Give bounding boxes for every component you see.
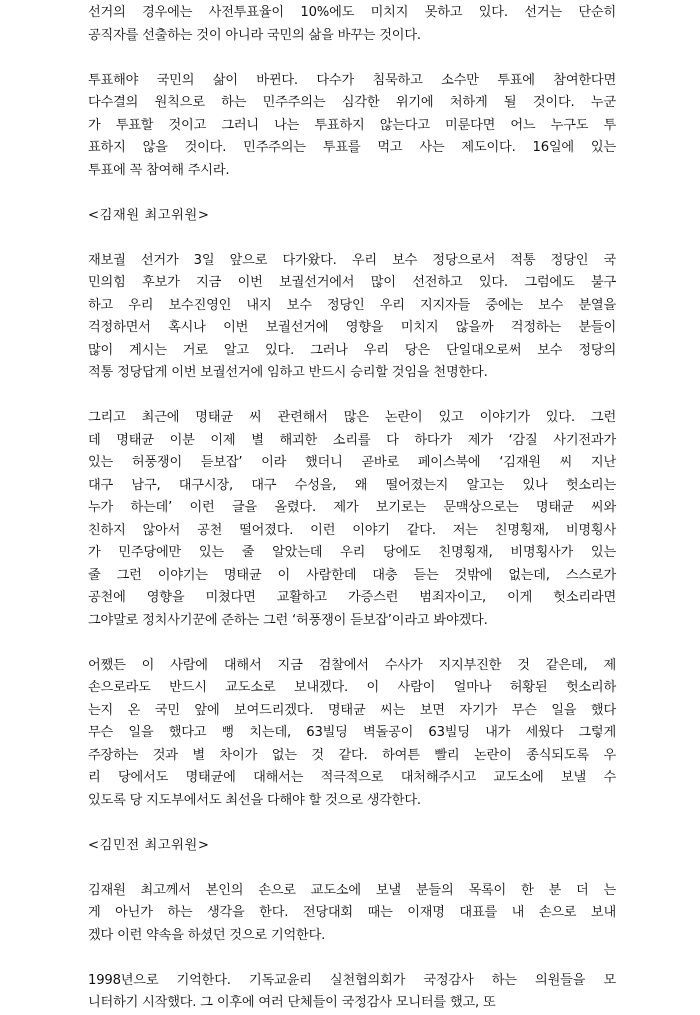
text-line: 그리고 최근에 명태균 씨 관련해서 많은 논란이 있고 이야기가 있다. 그런 xyxy=(88,410,616,425)
text-line: <김민전 최고위원> xyxy=(88,837,210,853)
text-line: 하고 우리 보수진영인 내지 보수 정당인 우리 지지자들 중에는 보수 분열을 xyxy=(88,297,616,313)
text-line: 대구 남구, 대구시장, 대구 수성을, 왜 떨어졌는지 알고는 있나 헛소리는 xyxy=(88,477,616,493)
paragraph-gap xyxy=(88,385,616,408)
text-line: 어쨌든 이 사람에 대해서 지금 검찰에서 수사가 지지부진한 것 같은데, 제 xyxy=(88,657,616,673)
paragraph xyxy=(88,655,616,813)
text-line: 친하지 않아서 공천 떨어졌다. 이런 이야기 같다. 저는 친명횡재, 비명횡사 xyxy=(88,522,616,538)
text-line: 김재원 최고께서 본인의 손으로 교도소에 보낼 분들의 목록이 한 분 더 는 xyxy=(88,882,616,898)
text-line: 민의힘 후보가 지금 이번 보궐선거에서 많이 선전하고 있다. 그럼에도 불구 xyxy=(88,275,616,290)
text-line: 가 투표할 것이고 그러니 나는 투표하지 않는다고 미룬다면 어느 누구도 투 xyxy=(88,117,616,133)
text-line: 있는 허풍쟁이 듣보잡’ 이라 했더니 곧바로 페이스북에 ‘김재원 씨 지난 xyxy=(88,455,616,470)
text-line: 있도록 당 지도부에서도 최선을 다해야 할 것으로 생각한다. xyxy=(88,792,421,808)
text-line: 표하지 않을 것이다. 민주주의는 투표를 먹고 사는 제도이다. 16일에 있는 xyxy=(88,140,616,155)
text-line: 투표해야 국민의 삶이 바뀐다. 다수가 침묵하고 소수만 투표에 참여한다면 xyxy=(88,72,616,88)
paragraph-gap xyxy=(88,47,616,70)
document-body xyxy=(88,2,616,1015)
text-line: 가 민주당에만 있는 줄 알았는데 우리 당에도 친명횡재, 비명횡사가 있는 xyxy=(88,545,616,560)
paragraph xyxy=(88,970,616,1015)
text-line: 게 아닌가 하는 생각을 한다. 전당대회 때는 이재명 대표를 내 손으로 보내 xyxy=(88,905,616,920)
paragraph-gap xyxy=(88,812,616,835)
text-line: 투표에 꼭 참여해 주시라. xyxy=(88,162,230,178)
text-line: 는지 온 국민 앞에 보여드리겠다. 명태균 씨는 보면 자기가 무슨 일을 했다 xyxy=(88,702,616,718)
paragraph xyxy=(88,250,616,385)
text-line: 손으로라도 반드시 교도소로 보내겠다. 이 사람이 얼마나 허황된 헛소리하 xyxy=(88,680,616,695)
paragraph-gap xyxy=(88,947,616,970)
text-line: 다수결의 원칙으로 하는 민주주의는 심각한 위기에 처하게 될 것이다. 누군 xyxy=(88,95,616,110)
paragraph-gap xyxy=(88,857,616,880)
text-line: 공직자를 선출하는 것이 아니라 국민의 삶을 바꾸는 것이다. xyxy=(88,27,421,43)
text-line: 주장하는 것과 별 차이가 없는 것 같다. 하여튼 빨리 논란이 종식되도록 우 xyxy=(88,747,616,763)
text-line: 공천에 영향을 미쳤다면 교활하고 가증스런 범죄자이고, 이게 헛소리라면 xyxy=(88,590,616,605)
speaker-heading xyxy=(88,205,616,228)
text-line: 무슨 일을 했다고 뻥 치는데, 63빌딩 벽돌공이 63빌딩 내가 세웠다 그렇게 xyxy=(88,725,616,740)
text-line: 적통 정당답게 이번 보궐선거에 임하고 반드시 승리할 것임을 천명한다. xyxy=(88,365,488,380)
text-line: 걱정하면서 혹시나 이번 보궐선거에 영향을 미치지 않을까 걱정하는 분들이 xyxy=(88,320,616,335)
text-line: 줄 그런 이야기는 명태균 이 사람한데 대충 듣는 것밖에 없는데, 스스로가 xyxy=(88,567,616,583)
text-line: 데 명태균 이분 이제 별 해괴한 소리를 다 하다가 제가 ‘감질 사기전과가 xyxy=(88,432,616,448)
text-line: 1998년으로 기억한다. 기독교윤리 실천협의회가 국정감사 하는 의원들을 모 xyxy=(88,972,616,988)
text-line: 재보궐 선거가 3일 앞으로 다가왔다. 우리 보수 정당으로서 적통 정당인 국 xyxy=(88,252,616,268)
text-line: 많이 계시는 거로 알고 있다. 그러나 우리 당은 단일대오로써 보수 정당의 xyxy=(88,342,616,358)
text-line: 겠다 이런 약속을 하셨던 것으로 기억한다. xyxy=(88,927,326,943)
paragraph xyxy=(88,407,616,632)
paragraph-gap xyxy=(88,227,616,250)
paragraph xyxy=(88,70,616,183)
paragraph-gap xyxy=(88,182,616,205)
speaker-heading xyxy=(88,835,616,858)
text-line: 누가 하는데’ 이런 글을 올렸다. 제가 보기로는 문맥상으로는 명태균 씨와 xyxy=(88,500,616,515)
paragraph-gap xyxy=(88,632,616,655)
text-line: 선거의 경우에는 사전투표율이 10%에도 미치지 못하고 있다. 선거는 단순히 xyxy=(88,5,616,20)
text-line: 그야말로 정치사기꾼에 준하는 그런 ‘허풍쟁이 듣보잡’이라고 봐야겠다. xyxy=(88,612,488,628)
paragraph xyxy=(88,880,616,948)
text-line: 리 당에서도 명태균에 대해서는 적극적으로 대처해주시고 교도소에 보낼 수 xyxy=(88,770,616,785)
paragraph xyxy=(88,2,616,47)
text-line: <김재원 최고위원> xyxy=(88,207,210,223)
text-line: 니터하기 시작했다. 그 이후에 여러 단체들이 국정감사 모니터를 했고, 또 xyxy=(88,995,496,1010)
